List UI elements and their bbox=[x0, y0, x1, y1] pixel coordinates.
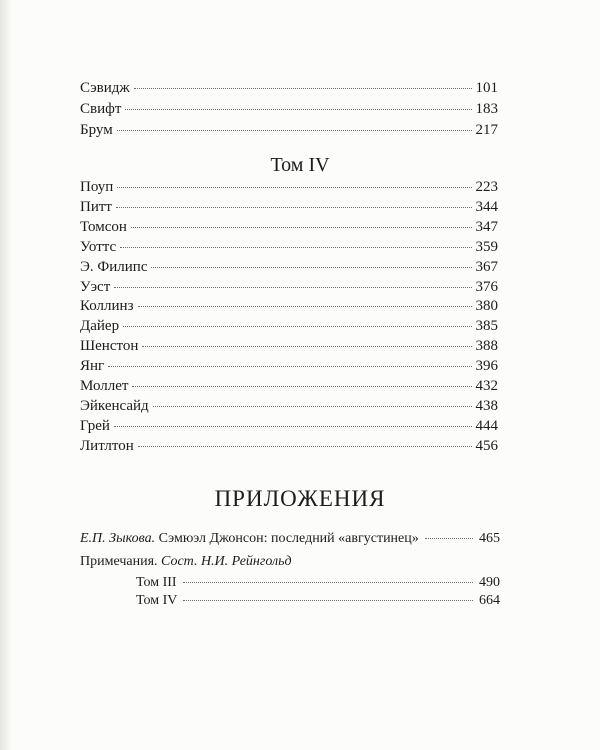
toc-entry-name: Шенстон bbox=[80, 338, 139, 354]
dot-leader bbox=[134, 88, 472, 89]
toc-entry-page: 380 bbox=[475, 298, 498, 314]
toc-entry-page: 444 bbox=[475, 418, 498, 434]
toc-entry-name: Поуп bbox=[80, 179, 114, 195]
toc-entry[interactable] bbox=[80, 178, 498, 196]
toc-entry[interactable] bbox=[80, 437, 498, 455]
toc-entry-page: 376 bbox=[475, 279, 498, 295]
dot-leader bbox=[153, 406, 472, 407]
toc-entry-name: Моллет bbox=[80, 378, 129, 394]
toc-entry-name: Том III bbox=[136, 575, 177, 590]
dot-leader bbox=[120, 247, 471, 248]
toc-entry-page: 223 bbox=[475, 179, 498, 195]
dot-leader bbox=[132, 386, 471, 387]
toc-entry-page: 385 bbox=[475, 318, 498, 334]
toc-entry-page: 367 bbox=[475, 259, 498, 275]
toc-entry[interactable] bbox=[80, 100, 498, 118]
toc-entry-page: 183 bbox=[475, 101, 498, 117]
dot-leader bbox=[131, 227, 472, 228]
toc-entry[interactable] bbox=[80, 278, 498, 296]
notes-compiler: Сост. Н.И. Рейнгольд bbox=[161, 554, 292, 569]
toc-entry[interactable] bbox=[80, 218, 498, 236]
toc-entry-name: Грей bbox=[80, 418, 110, 434]
toc-entry-name: Дайер bbox=[80, 318, 120, 334]
dot-leader bbox=[183, 600, 473, 601]
toc-entry[interactable] bbox=[80, 297, 498, 315]
toc-entry[interactable] bbox=[80, 258, 498, 276]
toc-entry[interactable] bbox=[80, 357, 498, 375]
toc-entry-name: Свифт bbox=[80, 101, 122, 117]
essay-title: Сэмюэл Джонсон: последний «августинец» bbox=[158, 531, 419, 546]
dot-leader bbox=[151, 267, 471, 268]
essay-entry-text bbox=[80, 530, 419, 548]
toc-entry-name: Янг bbox=[80, 358, 105, 374]
toc-entry[interactable] bbox=[80, 317, 498, 335]
dot-leader bbox=[114, 287, 471, 288]
dot-leader bbox=[116, 207, 472, 208]
dot-leader bbox=[117, 130, 472, 131]
toc-entry[interactable] bbox=[80, 238, 498, 256]
toc-entry-name: Литлтон bbox=[80, 438, 134, 454]
toc-entry-page: 438 bbox=[475, 398, 498, 414]
toc-entry[interactable] bbox=[80, 397, 498, 415]
toc-entry-page: 388 bbox=[475, 338, 498, 354]
toc-entry-page: 456 bbox=[475, 438, 498, 454]
dot-leader bbox=[425, 538, 473, 539]
toc-entry[interactable] bbox=[80, 79, 498, 97]
toc-entry-name: Брум bbox=[80, 122, 113, 138]
toc-entry[interactable] bbox=[80, 377, 498, 395]
dot-leader bbox=[183, 582, 473, 583]
notes-label: Примечания. bbox=[80, 554, 158, 569]
toc-entry-page: 217 bbox=[475, 122, 498, 138]
toc-entry-page: 490 bbox=[479, 575, 500, 590]
toc-entry[interactable] bbox=[80, 121, 498, 139]
dot-leader bbox=[117, 187, 471, 188]
volume-heading: Том IV bbox=[270, 154, 330, 176]
toc-entry-page: 344 bbox=[475, 199, 498, 215]
toc-entry[interactable] bbox=[80, 198, 498, 216]
dot-leader bbox=[108, 366, 471, 367]
dot-leader bbox=[114, 426, 472, 427]
toc-entry-page: 465 bbox=[479, 531, 500, 546]
toc-entry-notes-volume[interactable] bbox=[136, 592, 500, 610]
toc-entry-page: 396 bbox=[475, 358, 498, 374]
toc-entry-page: 347 bbox=[475, 219, 498, 235]
toc-entry-page: 359 bbox=[475, 239, 498, 255]
notes-heading bbox=[80, 553, 292, 571]
toc-entry-name: Томсон bbox=[80, 219, 127, 235]
toc-entry-essay[interactable] bbox=[80, 530, 500, 548]
toc-entry[interactable] bbox=[80, 417, 498, 435]
dot-leader bbox=[138, 446, 472, 447]
toc-entry-page: 101 bbox=[475, 80, 498, 96]
toc-entry-notes-volume[interactable] bbox=[136, 574, 500, 592]
dot-leader bbox=[123, 326, 471, 327]
appendix-heading: ПРИЛОЖЕНИЯ bbox=[214, 486, 386, 511]
toc-entry-name: Эйкенсайд bbox=[80, 398, 149, 414]
dot-leader bbox=[125, 109, 471, 110]
toc-entry-name: Уэст bbox=[80, 279, 111, 295]
toc-entry-name: Уоттс bbox=[80, 239, 117, 255]
toc-entry-name: Питт bbox=[80, 199, 112, 215]
toc-entry-name: Э. Филипс bbox=[80, 259, 148, 275]
toc-entry[interactable] bbox=[80, 337, 498, 355]
toc-entry-page: 432 bbox=[475, 378, 498, 394]
toc-entry-page: 664 bbox=[479, 593, 500, 608]
toc-entry-name: Том IV bbox=[136, 593, 178, 608]
essay-author: Е.П. Зыкова. bbox=[80, 531, 156, 546]
toc-entry-name: Сэвидж bbox=[80, 80, 130, 96]
dot-leader bbox=[138, 306, 472, 307]
toc-entry-name: Коллинз bbox=[80, 298, 134, 314]
dot-leader bbox=[142, 346, 471, 347]
